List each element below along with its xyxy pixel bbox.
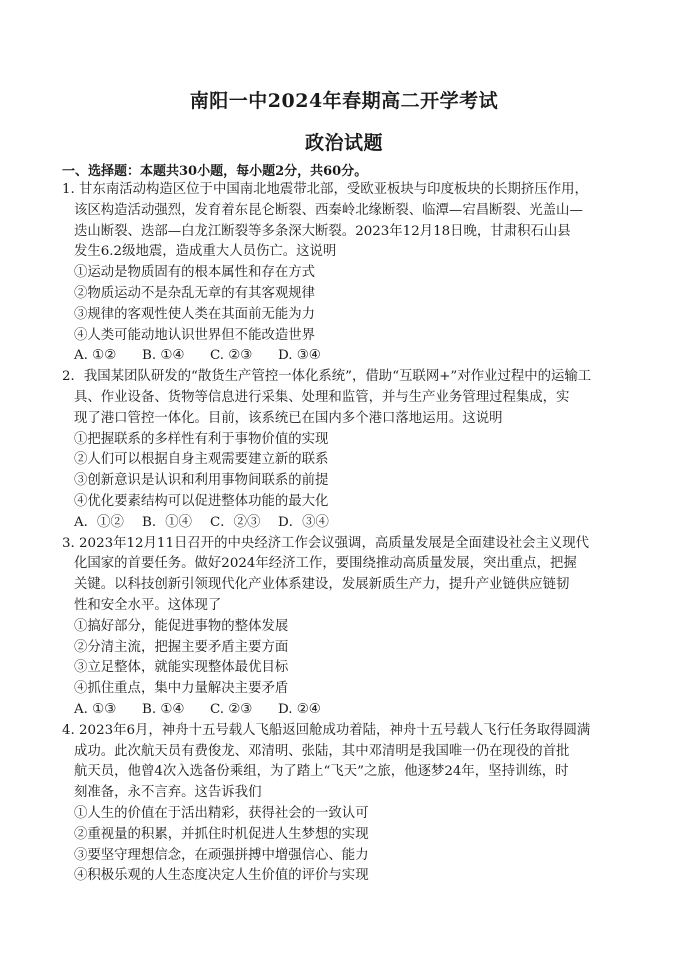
question-statement: ③规律的客观性使人类在其面前无能为力 [74,306,316,322]
question-stem-line: 关键。以科技创新引领现代化产业体系建设，发展新质生产力，提升产业链供应链韧 [74,577,570,593]
question-2 [62,367,632,533]
answer-choice: A. ①② [74,348,117,364]
answer-choice: B．①④ [142,514,193,530]
question-statement: ①把握联系的多样性有利于事物价值的实现 [74,431,329,447]
answer-choice: B. ①④ [142,701,185,717]
answer-choices [62,700,632,721]
question-statement: ①运动是物质固有的根本属性和存在方式 [74,265,316,281]
question-statement: ②重视量的积累，并抓住时机促进人生梦想的实现 [74,826,369,842]
exam-subtitle: 政治试题 [304,132,383,154]
question-stem-line: 3. 2023年12月11日召开的中央经济工作会议强调，高质量发展是全面建设社会主义现代 [62,535,590,551]
answer-choice: C. ②③ [210,348,253,364]
answer-choice: C．②③ [210,514,261,530]
question-statement: ①搞好部分，能促进事物的整体发展 [74,618,289,634]
answer-choice: D．③④ [278,514,329,530]
question-stem-line: 现了港口管控一体化。目前，该系统已在国内多个港口落地运用。这说明 [74,410,503,426]
answer-choice: A. ①③ [74,701,117,717]
answer-choice: C. ②③ [210,701,253,717]
question-3 [62,534,632,721]
question-statement: ③创新意识是认识和利用事物间联系的前提 [74,473,329,489]
question-stem-line: 2．我国某团队研发的“散货生产管控一体化系统”，借助“互联网+”对作业过程中的运输工 [62,369,592,385]
question-statement: ④抓住重点，集中力量解决主要矛盾 [74,681,289,697]
question-statement: ③要坚守理想信念，在顽强拼搏中增强信心、能力 [74,847,369,863]
exam-title: 南阳一中2024年春期高二开学考试 [189,90,499,112]
question-stem-line: 性和安全水平。这体现了 [74,597,222,613]
question-statement: ④优化要素结构可以促进整体功能的最大化 [74,493,329,509]
question-stem-line: 具、作业设备、货物等信息进行采集、处理和监管，并与生产业务管理过程集成，实 [74,389,570,405]
question-stem-line: 成功。此次航天员有费俊龙、邓清明、张陆，其中邓清明是我国唯一仍在现役的首批 [74,743,570,759]
question-stem-line: 4. 2023年6月，神舟十五号载人飞船返回舱成功着陆，神舟十五号载人飞行任务取得圆满 [62,722,591,738]
answer-choices [62,346,632,367]
question-stem-line: 刻准备，永不言弃。这告诉我们 [74,785,262,801]
question-statement: ④积极乐观的人生态度决定人生价值的评价与实现 [74,868,369,884]
question-stem-line: 航天员，他曾4次入选备份乘组，为了踏上“飞天”之旅，他逐梦24年，坚持训练，时 [74,764,569,780]
question-stem-line: 化国家的首要任务。做好2024年经济工作，要围绕推动高质量发展，突出重点，把握 [74,556,577,572]
question-statement: ②人们可以根据自身主观需要建立新的联系 [74,452,329,468]
question-stem-line: 1. 甘东南活动构造区位于中国南北地震带北部，受欧亚板块与印度板块的长期挤压作用， [62,182,588,197]
answer-choices [62,513,632,534]
question-list [62,180,632,887]
question-stem-line: 发生6.2级地震，造成重大人员伤亡。这说明 [74,244,337,260]
answer-choice: B. ①④ [142,348,185,364]
question-1 [62,180,632,367]
question-statement: ②物质运动不是杂乱无章的有其客观规律 [74,285,316,301]
question-statement: ①人生的价值在于活出精彩，获得社会的一致认可 [74,805,369,821]
question-statement: ④人类可能动地认识世界但不能改造世界 [74,327,316,343]
section-heading: 一、选择题：本题共30小题，每小题2分，共60分。 [62,164,368,179]
answer-choice: D. ③④ [278,348,321,364]
question-stem-line: 该区构造活动强烈，发育着东昆仑断裂、西秦岭北缘断裂、临潭—宕昌断裂、光盖山— [74,202,583,218]
answer-choice: D. ②④ [278,701,321,717]
question-statement: ②分清主流，把握主要矛盾主要方面 [74,639,289,655]
question-stem-line: 迭山断裂、迭部—白龙江断裂等多条深大断裂。2023年12月18日晚，甘肃积石山县 [74,223,571,239]
question-4 [62,721,632,887]
question-statement: ③立足整体，就能实现整体最优目标 [74,660,289,676]
answer-choice: A．①② [74,514,124,530]
